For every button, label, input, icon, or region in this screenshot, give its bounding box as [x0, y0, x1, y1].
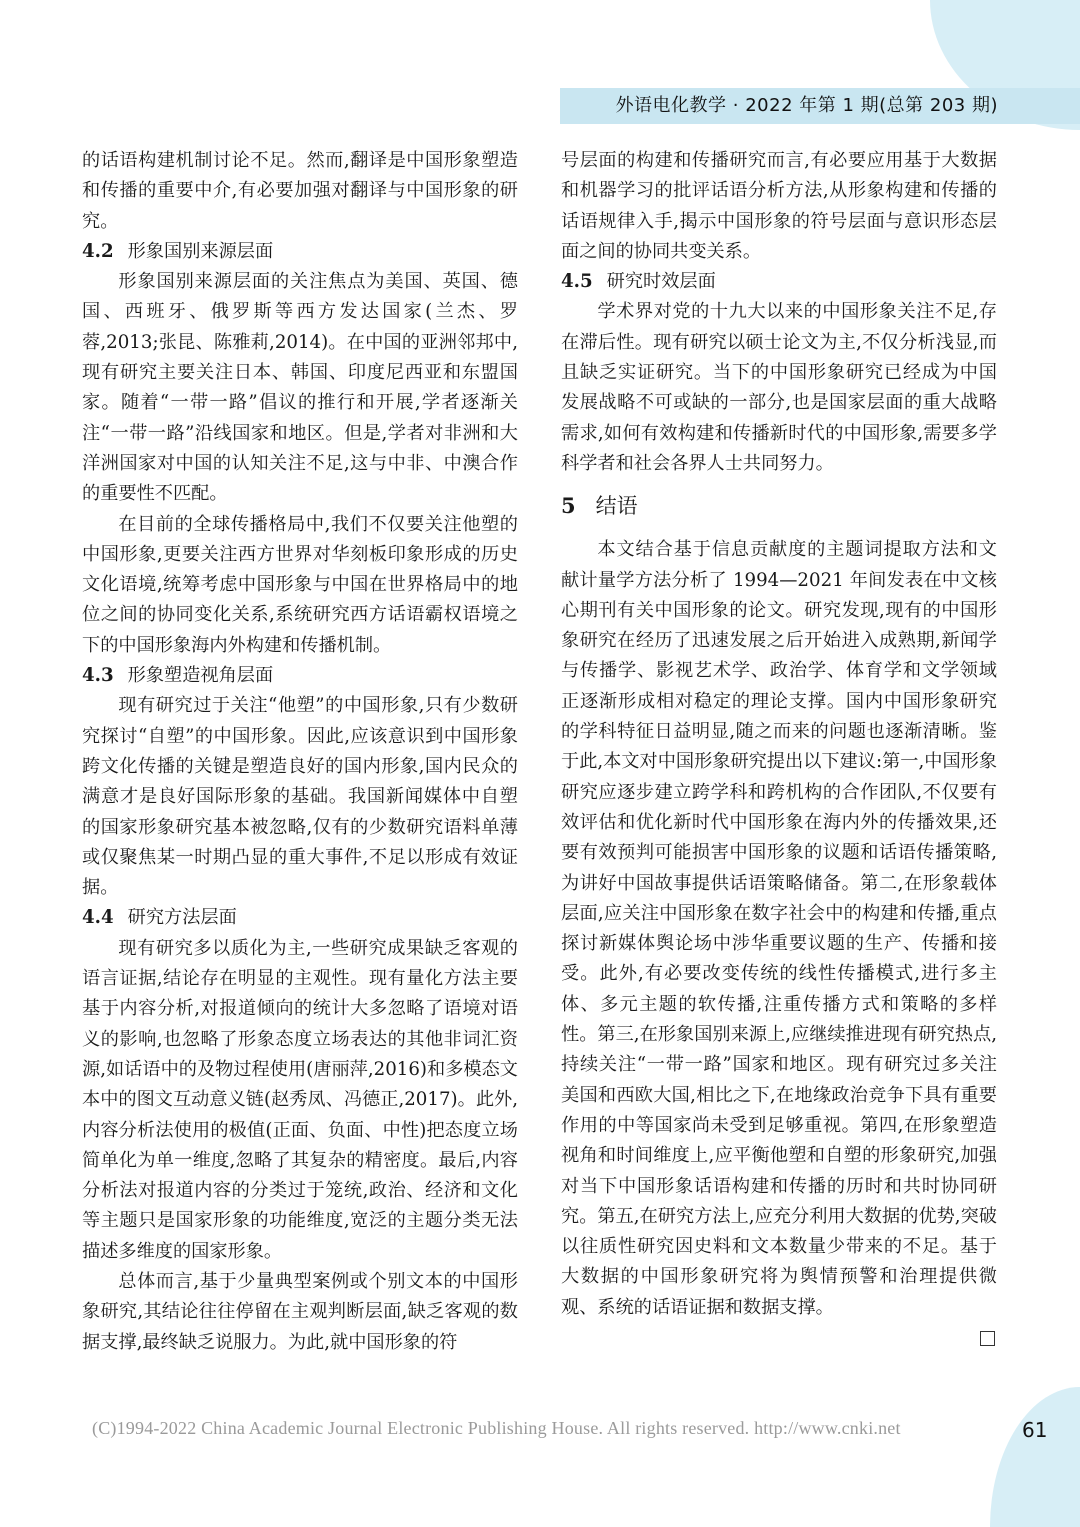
paragraph: 本文结合基于信息贡献度的主题词提取方法和文献计量学方法分析了 1994—2021 年间发表在中文核心期刊有关中国形象的论文。研究发现,现有的中国形象研究在经历了迅速发展之后开始进入成熟期,新闻学与传播学、影视艺术学、政治学、体育学和文学领域正逐渐形成相对稳定的理论支撑。国内中国形象研究的学科特征日益明显,随之而来的问题也逐渐清晰。鉴于此,本文对中国形象研究提出以下建议:第一,中国形象研究应逐步建立跨学科和跨机构的合作团队,不仅要有效评估和优化新时代中国形象在海内外的传播效果,还要有效预判可能损害中国形象的议题和话语传播策略,为讲好中国故事提供话语策略储备。第二,在形象载体层面,应关注中国形象在数字社会中的构建和传播,重点探讨新媒体舆论场中涉华重要议题的生产、传播和接受。此外,有必要改变传统的线性传播模式,进行多主体、多元主题的软传播,注重传播方式和策略的多样性。第三,在形象国别来源上,应继续推进现有研究热点,持续关注“一带一路”国家和地区。现有研究过多关注美国和西欧大国,相比之下,在地缘政治竞争下具有重要作用的中等国家尚未受到足够重视。第四,在形象塑造视角和时间维度上,应平衡他塑和自塑的形象研究,加强对当下中国形象话语构建和传播的历时和共时协同研究。第五,在研究方法上,应充分利用大数据的优势,突破以往质性研究因史料和文本数量少带来的不足。基于大数据的中国形象研究将为舆情预警和治理提供微观、系统的话语证据和数据支撑。: [561, 539, 998, 1318]
section-heading-5: [561, 491, 997, 521]
paragraph: 现有研究过于关注“他塑”的中国形象,只有少数研究探讨“自塑”的中国形象。因此,应该意识到中国形象跨文化传播的关键是塑造良好的国内形象,国内民众的满意才是良好国际形象的基础。我国新闻媒体中自塑的国家形象研究基本被忽略,仅有的少数研究语料单薄或仅聚焦某一时期凸显的重大事件,不足以形成有效证据。: [82, 695, 518, 899]
paragraph: 现有研究多以质化为主,一些研究成果缺乏客观的语言证据,结论存在明显的主观性。现有量化方法主要基于内容分析,对报道倾向的统计大多忽略了语境对语义的影响,也忽略了形象态度立场表达的其他非词汇资源,如话语中的及物过程使用(唐丽萍,2016)和多模态文本中的图文互动意义链(赵秀凤、冯德正,2017)。此外,内容分析法使用的极值(正面、负面、中性)把态度立场简单化为单一维度,忽略了其复杂的精密度。最后,内容分析法对报道内容的分类过于笼统,政治、经济和文化等主题只是国家形象的功能维度,宽泛的主题分类无法描述多维度的国家形象。: [82, 937, 518, 1262]
section-number: 4.2: [82, 240, 114, 262]
section-title: 研究时效层面: [606, 271, 716, 293]
section-title: 研究方法层面: [127, 907, 237, 929]
section-heading-4-2: [82, 237, 518, 267]
section-title: 形象塑造视角层面: [127, 665, 274, 687]
paragraph: 在目前的全球传播格局中,我们不仅要关注他塑的中国形象,更要关注西方世界对华刻板印象形成的历史文化语境,统筹考虑中国形象与中国在世界格局中的地位之间的协同变化关系,系统研究西方话语霸权语境之下的中国形象海内外构建和传播机制。: [82, 513, 518, 656]
running-header: 外语电化教学 · 2022 年第 1 期(总第 203 期): [615, 95, 998, 116]
paragraph: 学术界对党的十九大以来的中国形象关注不足,存在滞后性。现有研究以硕士论文为主,不仅分析浅显,而且缺乏实证研究。当下的中国形象研究已经成为中国发展战略不可或缺的一部分,也是国家层面的重大战略需求,如何有效构建和传播新时代的中国形象,需要多学科学者和社会各界人士共同努力。: [561, 301, 997, 474]
section-number: 4.3: [82, 665, 114, 687]
right-column: [561, 146, 997, 1346]
corner-decoration-bottom-right: [990, 1387, 1080, 1527]
paragraph: 号层面的构建和传播研究而言,有必要应用基于大数据和机器学习的批评话语分析方法,从形象构建和传播的话语规律入手,揭示中国形象的符号层面与意识形态层面之间的协同共变关系。: [561, 150, 997, 262]
section-number: 4.4: [82, 907, 114, 929]
copyright-watermark: (C)1994-2022 China Academic Journal Electronic Publishing House. All rights reserved. http://www.cnki.net: [92, 1418, 901, 1438]
section-heading-4-5: [561, 267, 997, 297]
section-heading-4-3: [82, 661, 518, 691]
section-number: 4.5: [561, 271, 593, 293]
paragraph: 的话语构建机制讨论不足。然而,翻译是中国形象塑造和传播的重要中介,有必要加强对翻译与中国形象的研究。: [82, 150, 518, 232]
page-number: 61: [1022, 1418, 1048, 1442]
section-title: 形象国别来源层面: [127, 240, 274, 262]
section-heading-4-4: [82, 903, 518, 933]
left-column: [82, 146, 518, 1358]
paragraph: 形象国别来源层面的关注焦点为美国、英国、德国、西班牙、俄罗斯等西方发达国家(兰杰、罗蓉,2013;张昆、陈雅莉,2014)。在中国的亚洲邻邦中,现有研究主要关注日本、韩国、印度尼西亚和东盟国家。随着“一带一路”倡议的推行和开展,学者逐渐关注“一带一路”沿线国家和地区。但是,学者对非洲和大洋洲国家对中国的认知关注不足,这与中非、中澳合作的重要性不匹配。: [82, 271, 518, 505]
section-title: 结语: [595, 494, 638, 519]
section-number: 5: [561, 493, 576, 519]
paragraph: 总体而言,基于少量典型案例或个别文本的中国形象研究,其结论往往停留在主观判断层面,缺乏客观的数据支撑,最终缺乏说服力。为此,就中国形象的符: [82, 1270, 518, 1353]
end-of-article-mark: [980, 1331, 995, 1346]
